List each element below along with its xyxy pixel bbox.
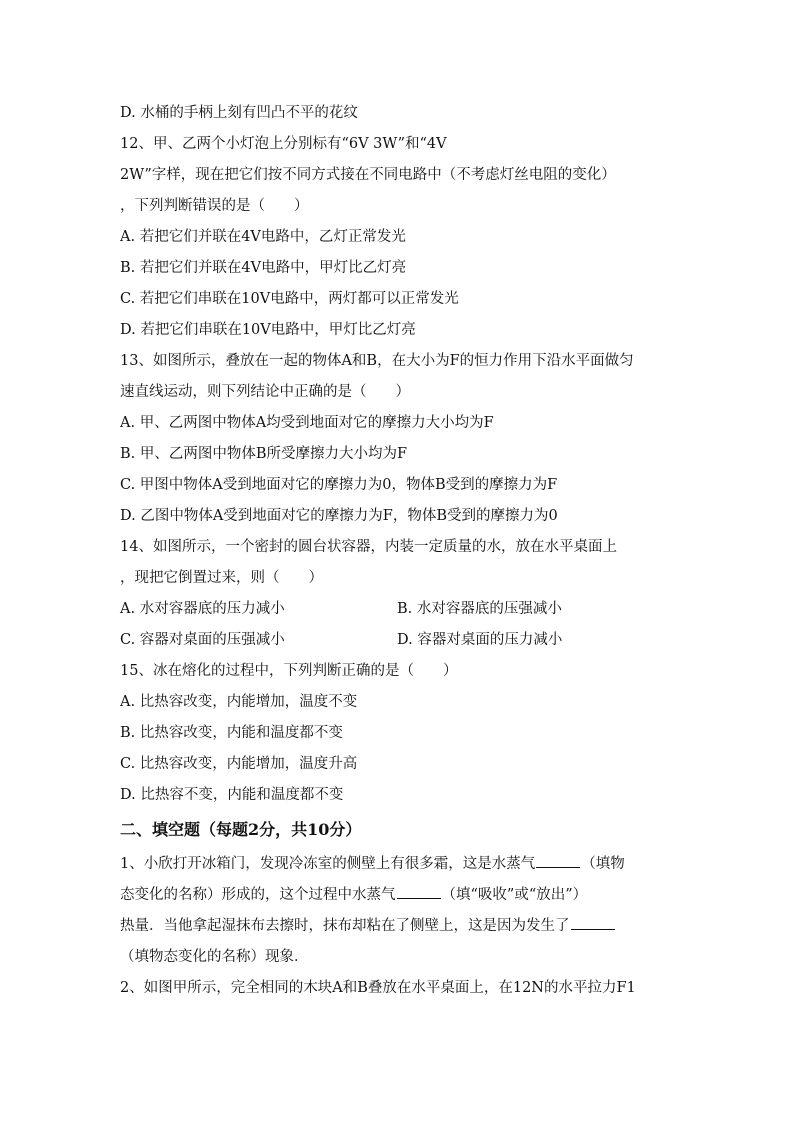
q14-option-b: B. 水对容器底的压强减小 [397, 601, 562, 617]
q13-stem-line-2: 速直线运动，则下列结论中正确的是（ ） [120, 384, 410, 400]
q14-options-row-1 [120, 594, 680, 625]
fill1-line-2-text-b: （填“吸收”或“放出”） [441, 887, 588, 903]
q12-stem-line-1: 12、甲、乙两个小灯泡上分别标有“6V 3W”和“4V [120, 136, 447, 152]
q12-option-d: D. 若把它们串联在10V电路中，甲灯比乙灯亮 [120, 322, 416, 338]
fill1-line-3 [120, 911, 680, 942]
q15-option-b: B. 比热容改变，内能和温度都不变 [120, 725, 343, 741]
q14-option-c: C. 容器对桌面的压强减小 [120, 632, 285, 648]
q14-option-a: A. 水对容器底的压力减小 [120, 601, 285, 617]
fill1-blank-2 [397, 884, 441, 899]
q12-stem-line-2: 2W”字样，现在把它们按不同方式接在不同电路中（不考虑灯丝电阻的变化） [120, 167, 616, 183]
q13-option-b: B. 甲、乙两图中物体B所受摩擦力大小均为F [120, 446, 408, 462]
fill1-line-1 [120, 849, 680, 880]
q15-option-c: C. 比热容改变，内能增加，温度升高 [120, 756, 358, 772]
q12-option-b: B. 若把它们并联在4V电路中，甲灯比乙灯亮 [120, 260, 407, 276]
q13-stem-line-1: 13、如图所示，叠放在一起的物体A和B，在大小为F的恒力作用下沿水平面做匀 [120, 353, 634, 369]
fill1-blank-1 [536, 853, 580, 868]
q13-option-a: A. 甲、乙两图中物体A均受到地面对它的摩擦力大小均为F [120, 415, 494, 431]
q14-option-d: D. 容器对桌面的压力减小 [397, 632, 563, 648]
q15-option-d: D. 比热容不变，内能和温度都不变 [120, 787, 344, 803]
page-content [120, 98, 680, 1004]
section-heading-fill-in: 二、填空题（每题2分，共10分） [120, 820, 362, 839]
fill1-line-1-text-b: （填物 [581, 856, 625, 872]
fill1-blank-3 [571, 915, 615, 930]
q15-stem: 15、冰在熔化的过程中，下列判断正确的是（ ） [120, 663, 458, 679]
fill1-line-1-text-a: 1、小欣打开冰箱门，发现冷冻室的侧壁上有很多霜，这是水蒸气 [120, 856, 536, 872]
fill1-line-4: （填物态变化的名称）现象． [120, 949, 309, 965]
q14-stem-line-1: 14、如图所示，一个密封的圆台状容器，内装一定质量的水，放在水平桌面上 [120, 539, 617, 555]
q11-option-d: D. 水桶的手柄上刻有凹凸不平的花纹 [120, 105, 358, 121]
q14-options-row-2 [120, 625, 680, 656]
q12-option-a: A. 若把它们并联在4V电路中，乙灯正常发光 [120, 229, 406, 245]
q12-option-c: C. 若把它们串联在10V电路中，两灯都可以正常发光 [120, 291, 459, 307]
fill1-line-2-text-a: 态变化的名称）形成的，这个过程中水蒸气 [120, 887, 396, 903]
fill1-line-2 [120, 880, 680, 911]
q12-stem-line-3: ，下列判断错误的是（ ） [120, 198, 309, 214]
q15-option-a: A. 比热容改变，内能增加，温度不变 [120, 694, 358, 710]
fill1-line-3-text-a: 热量．当他拿起湿抹布去擦时，抹布却粘在了侧壁上，这是因为发生了 [120, 918, 570, 934]
q13-option-c: C. 甲图中物体A受到地面对它的摩擦力为0，物体B受到的摩擦力为F [120, 477, 558, 493]
fill2-line-1: 2、如图甲所示，完全相同的木块A和B叠放在水平桌面上，在12N的水平拉力F1 [120, 980, 636, 996]
q14-stem-line-2: ，现把它倒置过来，则（ ） [120, 570, 323, 586]
q13-option-d: D. 乙图中物体A受到地面对它的摩擦力为F，物体B受到的摩擦力为0 [120, 508, 558, 524]
